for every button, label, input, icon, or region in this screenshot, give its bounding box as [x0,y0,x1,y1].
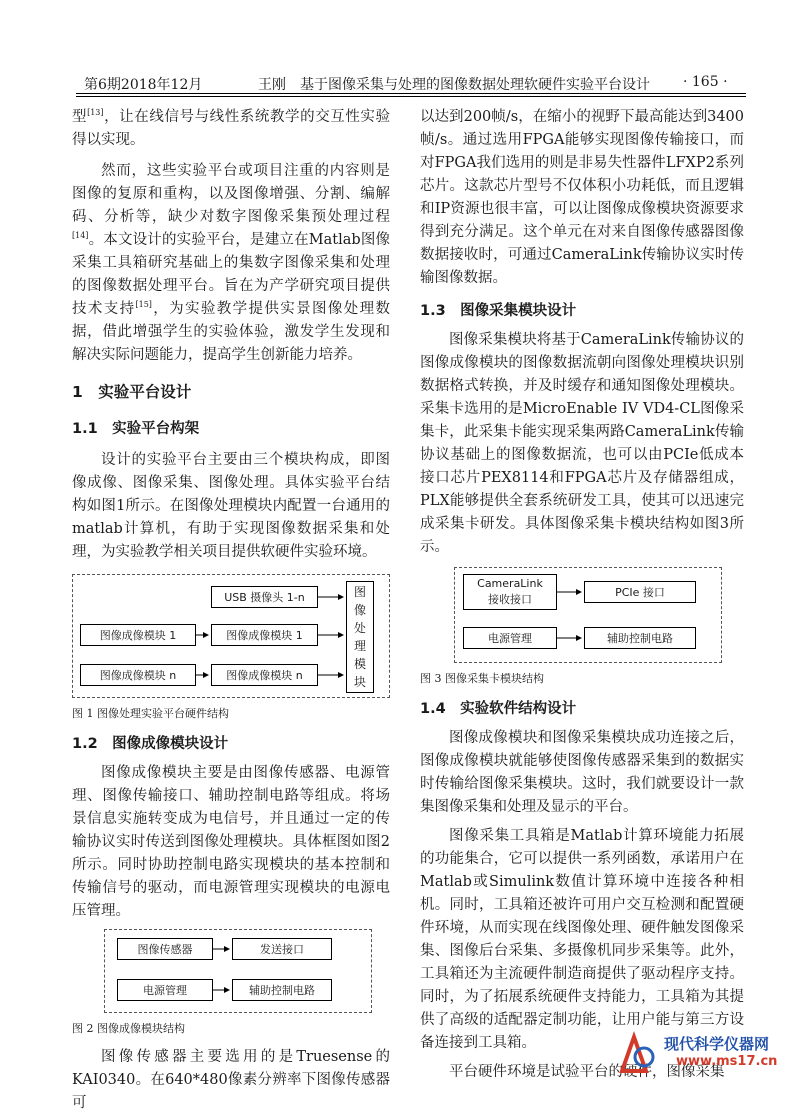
paragraph: 图像采集工具箱是Matlab计算环境能力拓展的功能集合，它可以提供一系列函数，承诺用户在Matlab或Simulink数值计算环境中连接各种相机。同时，工具箱还被许可用户交互检测和配置硬件环境，从而实现在线图像处理、硬件触发图像采集、图像后台采集、多摄像机同步采集等。此外，工具箱还为主流硬件制造商提供了驱动程序支持。同时，为了拓展系统硬件支持能力，工具箱为其提供了高级的适配器定制功能，让用户能与第三方设备连接到工具箱。 [420,828,744,1051]
paragraph: 图像传感器主要选用的是Truesense的KAI0340。在640*480像素分辨率下图像传感器可 [72,1049,390,1111]
acquisition-module-1-box: 图像成像模块 1 [211,624,318,646]
acquisition-module-n-box: 图像成像模块 n [211,664,318,686]
processing-module-box: 图 像 处 理 模 块 [346,581,374,693]
power-management-box: 电源管理 [117,979,213,1001]
header-rule [76,93,746,94]
header-title: 王刚 基于图像采集与处理的图像数据处理软硬件实验平台设计 [258,77,650,93]
watermark-url: www.ms17.cn [676,1054,778,1069]
power-management-box: 电源管理 [463,627,557,649]
image-sensor-box: 图像传感器 [117,938,213,960]
watermark-logo [614,1031,794,1079]
subsection-heading: 1.1 实验平台构架 [72,421,200,437]
figure-3-diagram [454,567,722,663]
paragraph: 图像成像模块主要是由图像传感器、电源管理、图像传输接口、辅助控制电路等组成。将场景信息实施转变成为电信号，并且通过一定的传输协议实时传送到图像处理模块。具体框图如图2所示。同时协助控制电路实现模块的基本控制和传输信号的驱动，而电源管理实现模块的电源电压管理。 [72,765,390,919]
section-heading: 1 实验平台设计 [72,383,192,401]
right-column [420,106,744,1084]
subsection-heading: 1.4 实验软件结构设计 [420,701,577,717]
figure-3-caption: 图 3 图像采集卡模块结构 [420,672,544,685]
pcie-interface-box: PCIe 接口 [584,581,696,603]
imaging-module-1-box: 图像成像模块 1 [80,624,196,646]
paragraph: 以达到200帧/s，在缩小的视野下最高能达到3400帧/s。通过选用FPGA能够实现图像传输接口，而对FPGA我们选用的则是非易失性器件LFXP2系列芯片。这款芯片型号不仅体积小功耗低，而且逻辑和IP资源也很丰富，可以让图像成像模块资源要求得到充分满足。这个单元在对来自图像传感器图像数据接收时，可通过CameraLink传输协议实时传输图像数据。 [420,109,744,286]
header-rule-thin [76,96,746,97]
paragraph: 然而，这些实验平台或项目注重的内容则是图像的复原和重构，以及图像增强、分割、编解码、分析等，缺少对数字图像采集预处理过程[14]。本文设计的实验平台，是建立在Matlab图像采集工具箱研究基础上的集数字图像采集和处理的图像数据处理平台。旨在为产学研究项目提供技术支持[15]，为实验教学提供实景图像处理数据，借此增强学生的实验体验，激发学生发现和解决实际问题能力，提高学生创新能力培养。 [72,163,391,363]
cameralink-interface-box: CameraLink 接收接口 [463,574,557,610]
paragraph: 平台硬件环境是试验平台的硬件，图像采集 [449,1064,725,1080]
figure-2-caption: 图 2 图像成像模块结构 [72,1022,185,1035]
header-page-number: · 165 · [683,74,728,90]
figure-1-caption: 图 1 图像处理实验平台硬件结构 [72,707,229,720]
paragraph: 型[13]，让在线信号与线性系统教学的交互性实验得以实现。 [72,108,391,148]
figure-1-diagram [72,574,390,698]
send-interface-box: 发送接口 [232,938,332,960]
watermark-name: 现代科学仪器网 [664,1035,770,1053]
header-issue: 第6期2018年12月 [84,77,203,93]
figure-2-diagram [104,929,372,1013]
usb-camera-box: USB 摄像头 1-n [211,586,318,608]
left-column [72,106,390,1115]
subsection-heading: 1.3 图像采集模块设计 [420,303,577,319]
aux-control-box: 辅助控制电路 [584,627,696,649]
subsection-heading: 1.2 图像成像模块设计 [72,736,229,752]
aux-control-box: 辅助控制电路 [232,979,332,1001]
paragraph: 图像采集模块将基于CameraLink传输协议的图像成像模块的图像数据流朝向图像处理模块识别数据格式转换，并及时缓存和通知图像处理模块。采集卡选用的是MicroEnable IV VD4-CL图像采集卡，此采集卡能实现采集两路CameraLink传输协议基础上的图像数据流，也可以由PCIe低成本接口芯片PEX8114和FPGA芯片及存储器组成，PLX能够提供全套系统研发工具，使其可以迅速完成采集卡研发。具体图像采集卡模块结构如图3所示。 [420,332,744,555]
paragraph: 设计的实验平台主要由三个模块构成，即图像成像、图像采集、图像处理。具体实验平台结构如图1所示。在图像处理模块内配置一台通用的matlab计算机，有助于实现图像数据采集和处理，为实验教学相关项目提供软硬件实验环境。 [72,452,390,560]
imaging-module-n-box: 图像成像模块 n [80,664,196,686]
paragraph: 图像成像模块和图像采集模块成功连接之后，图像成像模块就能够使图像传感器采集到的数据实时传输给图像采集模块。这时，我们就要设计一款集图像采集和处理及显示的平台。 [420,730,744,815]
